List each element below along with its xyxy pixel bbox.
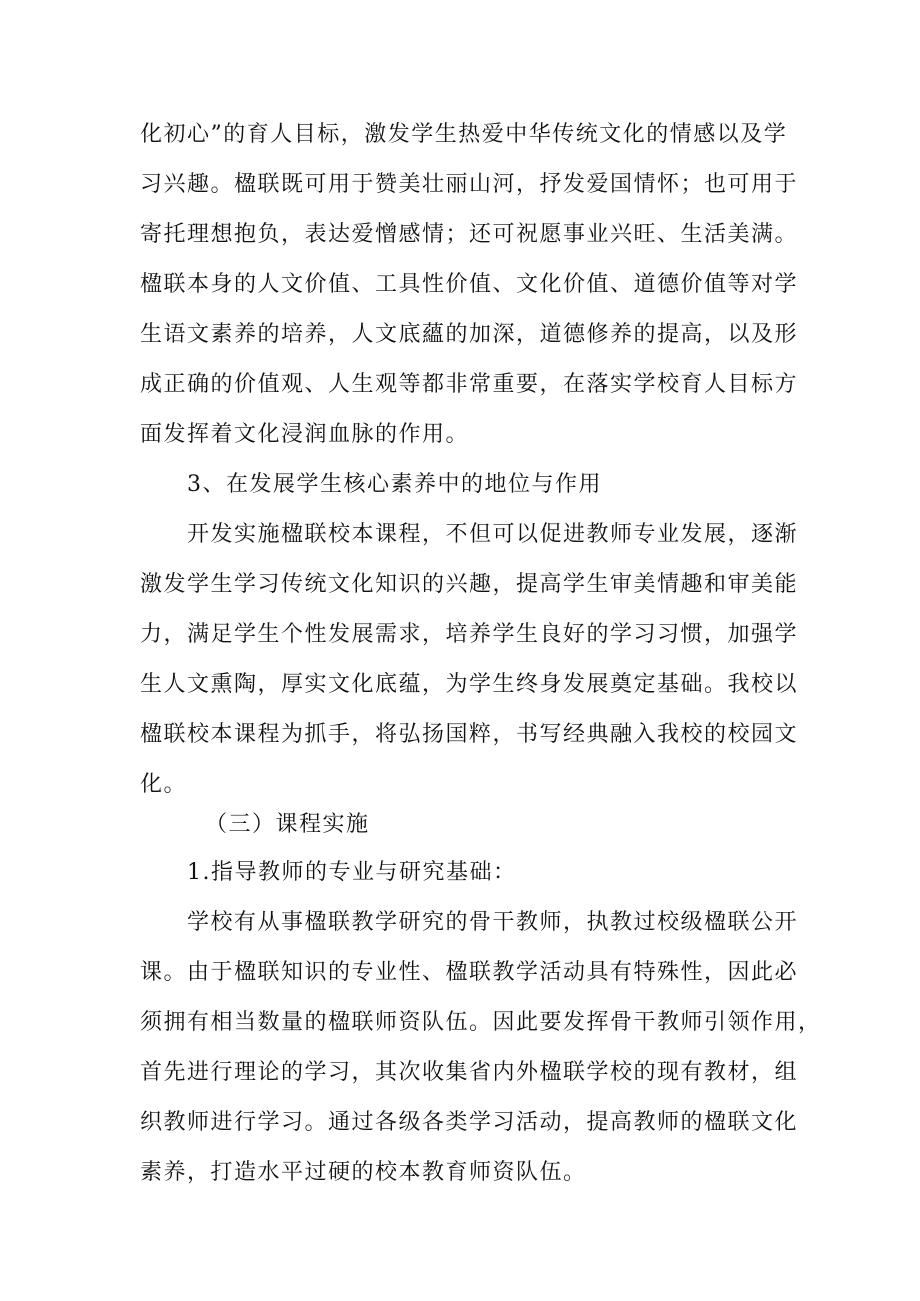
paragraph-3-line-1: 学校有从事楹联教学研究的骨干教师，执教过校级楹联公开 [187,910,799,935]
paragraph-1-line-2: 习兴趣。楹联既可用于赞美壮丽山河，抒发爱国情怀；也可用于 [140,172,799,197]
paragraph-2-line-2: 激发学生学习传统文化知识的兴趣，提高学生审美情趣和审美能 [140,572,799,597]
paragraph-1-line-3: 寄托理想抱负，表达爱憎感情；还可祝愿事业兴旺、生活美满。 [140,222,799,247]
paragraph-3-line-5: 织教师进行学习。通过各级各类学习活动，提高教师的楹联文化 [140,1110,799,1135]
paragraph-1-line-1: 化初心”的育人目标，激发学生热爱中华传统文化的情感以及学 [140,122,788,147]
paragraph-3-line-6: 素养，打造水平过硬的校本教育师资队伍。 [140,1160,587,1185]
paragraph-1-line-7: 面发挥着文化浸润血脉的作用。 [140,422,470,447]
paragraph-2-line-5: 楹联校本课程为抓手，将弘扬国粹，书写经典融入我校的校园文 [140,722,799,747]
subsection-heading-1: 1.指导教师的专业与研究基础： [187,860,517,885]
paragraph-2-line-4: 生人文熏陶，厚实文化底蕴，为学生终身发展奠定基础。我校以 [140,672,799,697]
paragraph-2-line-6: 化。 [140,772,188,797]
paragraph-1-line-4: 楹联本身的人文价值、工具性价值、文化价值、道德价值等对学 [140,272,799,297]
section-heading-course-implementation: （三）课程实施 [205,812,370,837]
paragraph-3-line-3: 须拥有相当数量的楹联师资队伍。因此要发挥骨干教师引领作用， [140,1010,822,1035]
section-heading-3: 3、在发展学生核心素养中的地位与作用 [187,472,602,497]
paragraph-3-line-2: 课。由于楹联知识的专业性、楹联教学活动具有特殊性，因此必 [140,960,799,985]
paragraph-2-line-3: 力，满足学生个性发展需求，培养学生良好的学习习惯，加强学 [140,622,799,647]
paragraph-3-line-4: 首先进行理论的学习，其次收集省内外楹联学校的现有教材，组 [140,1060,799,1085]
paragraph-2-line-1: 开发实施楹联校本课程，不但可以促进教师专业发展，逐渐 [187,522,799,547]
paragraph-1-line-5: 生语文素养的培养，人文底蘊的加深，道德修养的提高，以及形 [140,322,799,347]
paragraph-1-line-6: 成正确的价值观、人生观等都非常重要，在落实学校育人目标方 [140,372,799,397]
